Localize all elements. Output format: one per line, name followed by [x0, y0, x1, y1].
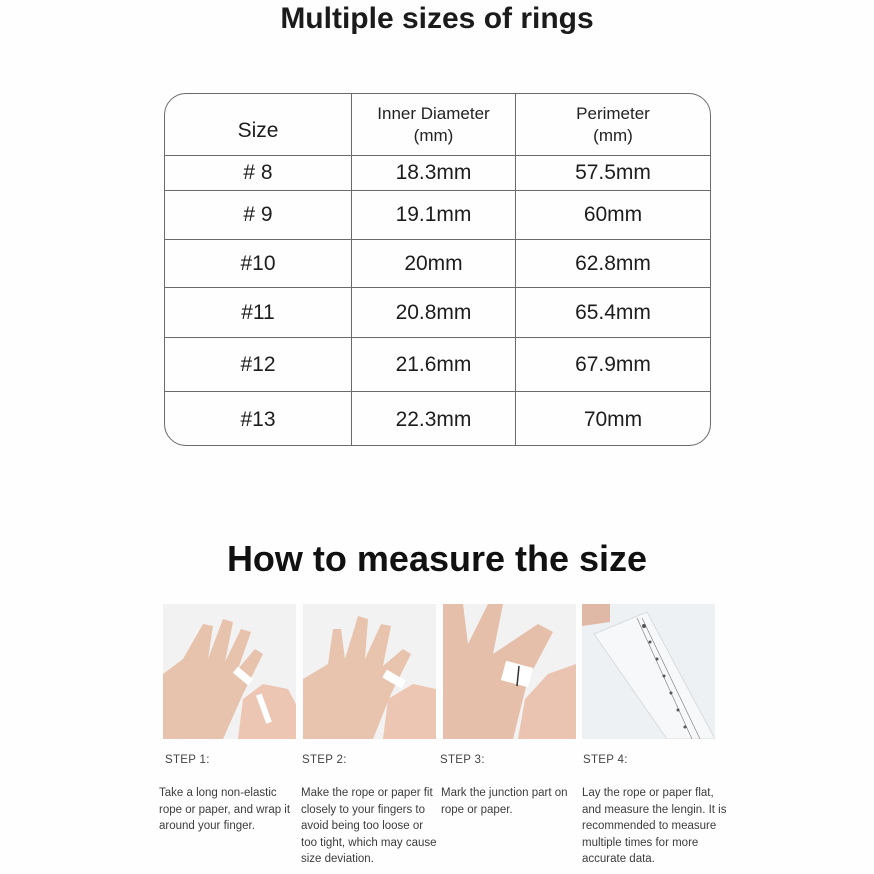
table-row — [165, 338, 710, 392]
ring-size-table — [164, 93, 711, 446]
step3-text: Mark the junction part on rope or paper. — [441, 787, 568, 816]
header-inner-unit: (mm) — [413, 125, 454, 145]
cell-inner: 21.6mm — [352, 338, 516, 391]
table-row — [165, 240, 710, 288]
page-title: Multiple sizes of rings — [280, 2, 594, 35]
step2-text: Make the rope or paper fit closely to your fingers to avoid being too loose or too tight, which may cause size deviation. — [301, 787, 437, 865]
cell-inner: 20.8mm — [352, 288, 516, 337]
table-row — [165, 156, 710, 191]
cell-size: #12 — [165, 338, 352, 391]
step3-label: STEP 3: — [440, 754, 485, 766]
step2-photo — [303, 604, 436, 739]
header-perimeter-unit: (mm) — [593, 125, 633, 145]
table-row — [165, 392, 710, 446]
cell-size: #13 — [165, 392, 352, 446]
step1-photo — [163, 604, 296, 739]
step4-photo — [582, 604, 715, 739]
cell-perimeter: 70mm — [583, 407, 643, 431]
step4-text: Lay the rope or paper flat, and measure the lengin. It is recommended to measure multiple times for more accurate data. — [582, 787, 727, 865]
header-size: Size — [165, 94, 352, 155]
table-row — [165, 288, 710, 338]
cell-perimeter: 62.8mm — [575, 251, 651, 275]
table-row — [165, 191, 710, 240]
step1-text: Take a long non-elastic rope or paper, and wrap it around your finger. — [159, 787, 291, 832]
header-inner-diameter — [352, 94, 516, 155]
cell-size: # 9 — [165, 191, 352, 239]
cell-inner: 20mm — [352, 240, 516, 287]
cell-inner: 22.3mm — [352, 392, 516, 446]
step2-label: STEP 2: — [302, 754, 347, 766]
cell-size: # 8 — [165, 156, 352, 190]
cell-size: #10 — [165, 240, 352, 287]
cell-perimeter: 65.4mm — [575, 300, 651, 324]
header-perimeter-label: Perimeter — [576, 103, 650, 123]
header-inner-label: Inner Diameter — [377, 103, 490, 123]
cell-perimeter: 67.9mm — [575, 352, 651, 376]
cell-perimeter: 57.5mm — [575, 161, 651, 184]
table-header-row — [165, 94, 710, 156]
cell-perimeter: 60mm — [583, 203, 643, 226]
cell-inner: 19.1mm — [352, 191, 516, 239]
step3-photo — [443, 604, 576, 739]
measure-title: How to measure the size — [226, 538, 648, 579]
header-perimeter — [516, 94, 710, 155]
step4-label: STEP 4: — [583, 754, 628, 766]
cell-size: #11 — [165, 288, 352, 337]
step1-label: STEP 1: — [165, 754, 210, 766]
cell-inner: 18.3mm — [352, 156, 516, 190]
